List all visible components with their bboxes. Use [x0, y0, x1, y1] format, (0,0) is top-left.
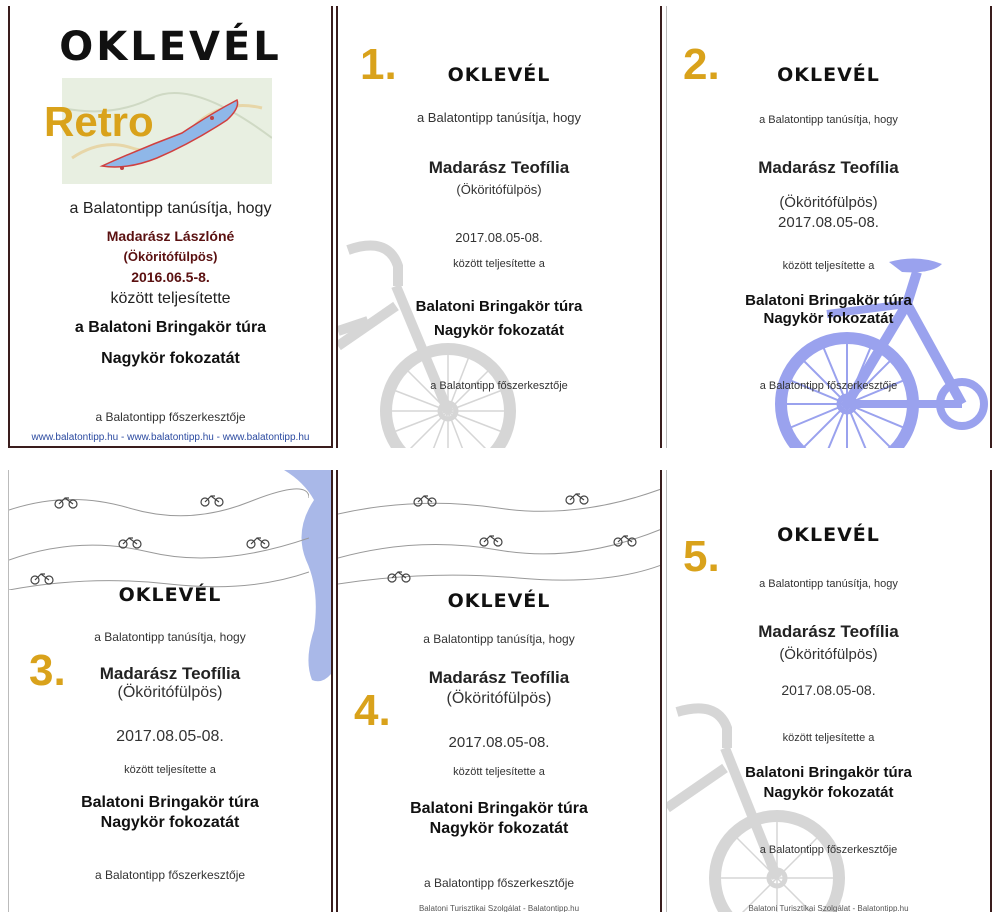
intro-text: a Balatontipp tanúsítja, hogy	[759, 578, 898, 590]
diploma-1	[336, 6, 662, 448]
signature-line: a Balatontipp főszerkesztője	[759, 380, 898, 392]
intro-text: a Balatontipp tanúsítja, hogy	[416, 110, 582, 125]
bicycle-icon	[767, 244, 992, 448]
variant-number: 1.	[360, 40, 397, 89]
intro-text: a Balatontipp tanúsítja, hogy	[94, 630, 246, 644]
signature-line: a Balatontipp főszerkesztője	[94, 868, 246, 882]
diploma-4	[336, 470, 662, 912]
diploma-3	[8, 470, 333, 912]
completed-text: között teljesítette a	[124, 764, 216, 776]
tour-name-line1: Balatoni Bringakör túra	[745, 292, 912, 309]
recipient-nickname: (Ököritófülpös)	[123, 249, 218, 264]
tour-date: 2017.08.05-08.	[778, 214, 879, 231]
tour-date: 2017.08.05-08.	[781, 682, 876, 698]
recipient-name: Madarász Teofília	[758, 158, 899, 177]
diploma-title: OKLEVÉL	[777, 524, 880, 546]
tour-name-line1: Balatoni Bringakör túra	[415, 298, 583, 315]
tour-name-line2: Nagykör fokozatát	[763, 784, 894, 801]
signature-line: a Balatontipp főszerkesztője	[423, 876, 575, 890]
recipient-name: Madarász Teofília	[99, 664, 241, 683]
recipient-nickname: (Ököritófülpös)	[456, 182, 542, 197]
variant-number: 4.	[354, 686, 391, 735]
variant-number: 5.	[683, 532, 720, 581]
road-decoration	[338, 484, 662, 594]
diploma-title: OKLEVÉL	[59, 24, 282, 70]
tour-name-line2: Nagykör fokozatát	[763, 310, 894, 327]
tour-name-line1: Balatoni Bringakör túra	[81, 794, 259, 811]
tour-name-line2: Nagykör fokozatát	[433, 322, 565, 339]
completed-text: között teljesítette a	[782, 732, 875, 744]
footer-url: www.balatontipp.hu - www.balatontipp.hu - www.balatontipp.hu	[31, 432, 310, 443]
signature-line: a Balatontipp főszerkesztője	[95, 410, 246, 424]
road-decoration	[9, 480, 309, 590]
variant-number: 3.	[29, 646, 66, 695]
intro-text: a Balatontipp tanúsítja, hogy	[759, 114, 898, 126]
tour-name-line1: Balatoni Bringakör túra	[410, 800, 588, 817]
diploma-title: OKLEVÉL	[447, 64, 551, 86]
completed-text: között teljesítette a	[453, 766, 545, 778]
tour-name-line1: Balatoni Bringakör túra	[745, 764, 912, 781]
recipient-nickname: (Ököritófülpös)	[117, 684, 223, 701]
tour-name-line2: Nagykör fokozatát	[101, 350, 240, 367]
recipient-name: Madarász Teofília	[428, 158, 570, 177]
tour-date: 2017.08.05-08.	[116, 728, 224, 745]
tour-name-line1: a Balatoni Bringakör túra	[74, 319, 267, 336]
recipient-name: Madarász Lászlóné	[106, 228, 235, 244]
intro-text: a Balatontipp tanúsítja, hogy	[423, 632, 575, 646]
completed-text: között teljesítette a	[782, 260, 875, 272]
completed-text: között teljesítette a	[453, 258, 545, 270]
tour-date: 2016.06.5-8.	[131, 269, 210, 285]
footer-text: Balatoni Turisztikai Szolgálat - Balatontipp.hu	[418, 904, 580, 912]
completed-text: között teljesítette	[110, 290, 231, 307]
diploma-retro	[8, 6, 333, 448]
tour-name-line2: Nagykör fokozatát	[429, 820, 569, 837]
signature-line: a Balatontipp főszerkesztője	[430, 380, 568, 392]
recipient-nickname: (Ököritófülpös)	[779, 194, 878, 211]
recipient-nickname: (Ököritófülpös)	[779, 646, 878, 663]
tour-name-line2: Nagykör fokozatát	[100, 814, 240, 831]
recipient-name: Madarász Teofília	[758, 622, 899, 641]
diploma-5	[666, 470, 992, 912]
recipient-nickname: (Ököritófülpös)	[446, 690, 552, 707]
diploma-title: OKLEVÉL	[777, 64, 880, 86]
intro-text: a Balatontipp tanúsítja, hogy	[69, 200, 272, 217]
tour-date: 2017.08.05-08.	[448, 734, 550, 751]
diploma-title: OKLEVÉL	[447, 590, 551, 612]
signature-line: a Balatontipp főszerkesztője	[759, 844, 898, 856]
footer-text: Balatoni Turisztikai Szolgálat - Balatontipp.hu	[748, 904, 909, 912]
diploma-title: OKLEVÉL	[118, 584, 222, 606]
tour-date: 2017.08.05-08.	[455, 230, 543, 245]
variant-number: 2.	[683, 40, 720, 89]
recipient-name: Madarász Teofília	[428, 668, 570, 687]
diploma-2	[666, 6, 992, 448]
retro-label: Retro	[44, 98, 154, 145]
